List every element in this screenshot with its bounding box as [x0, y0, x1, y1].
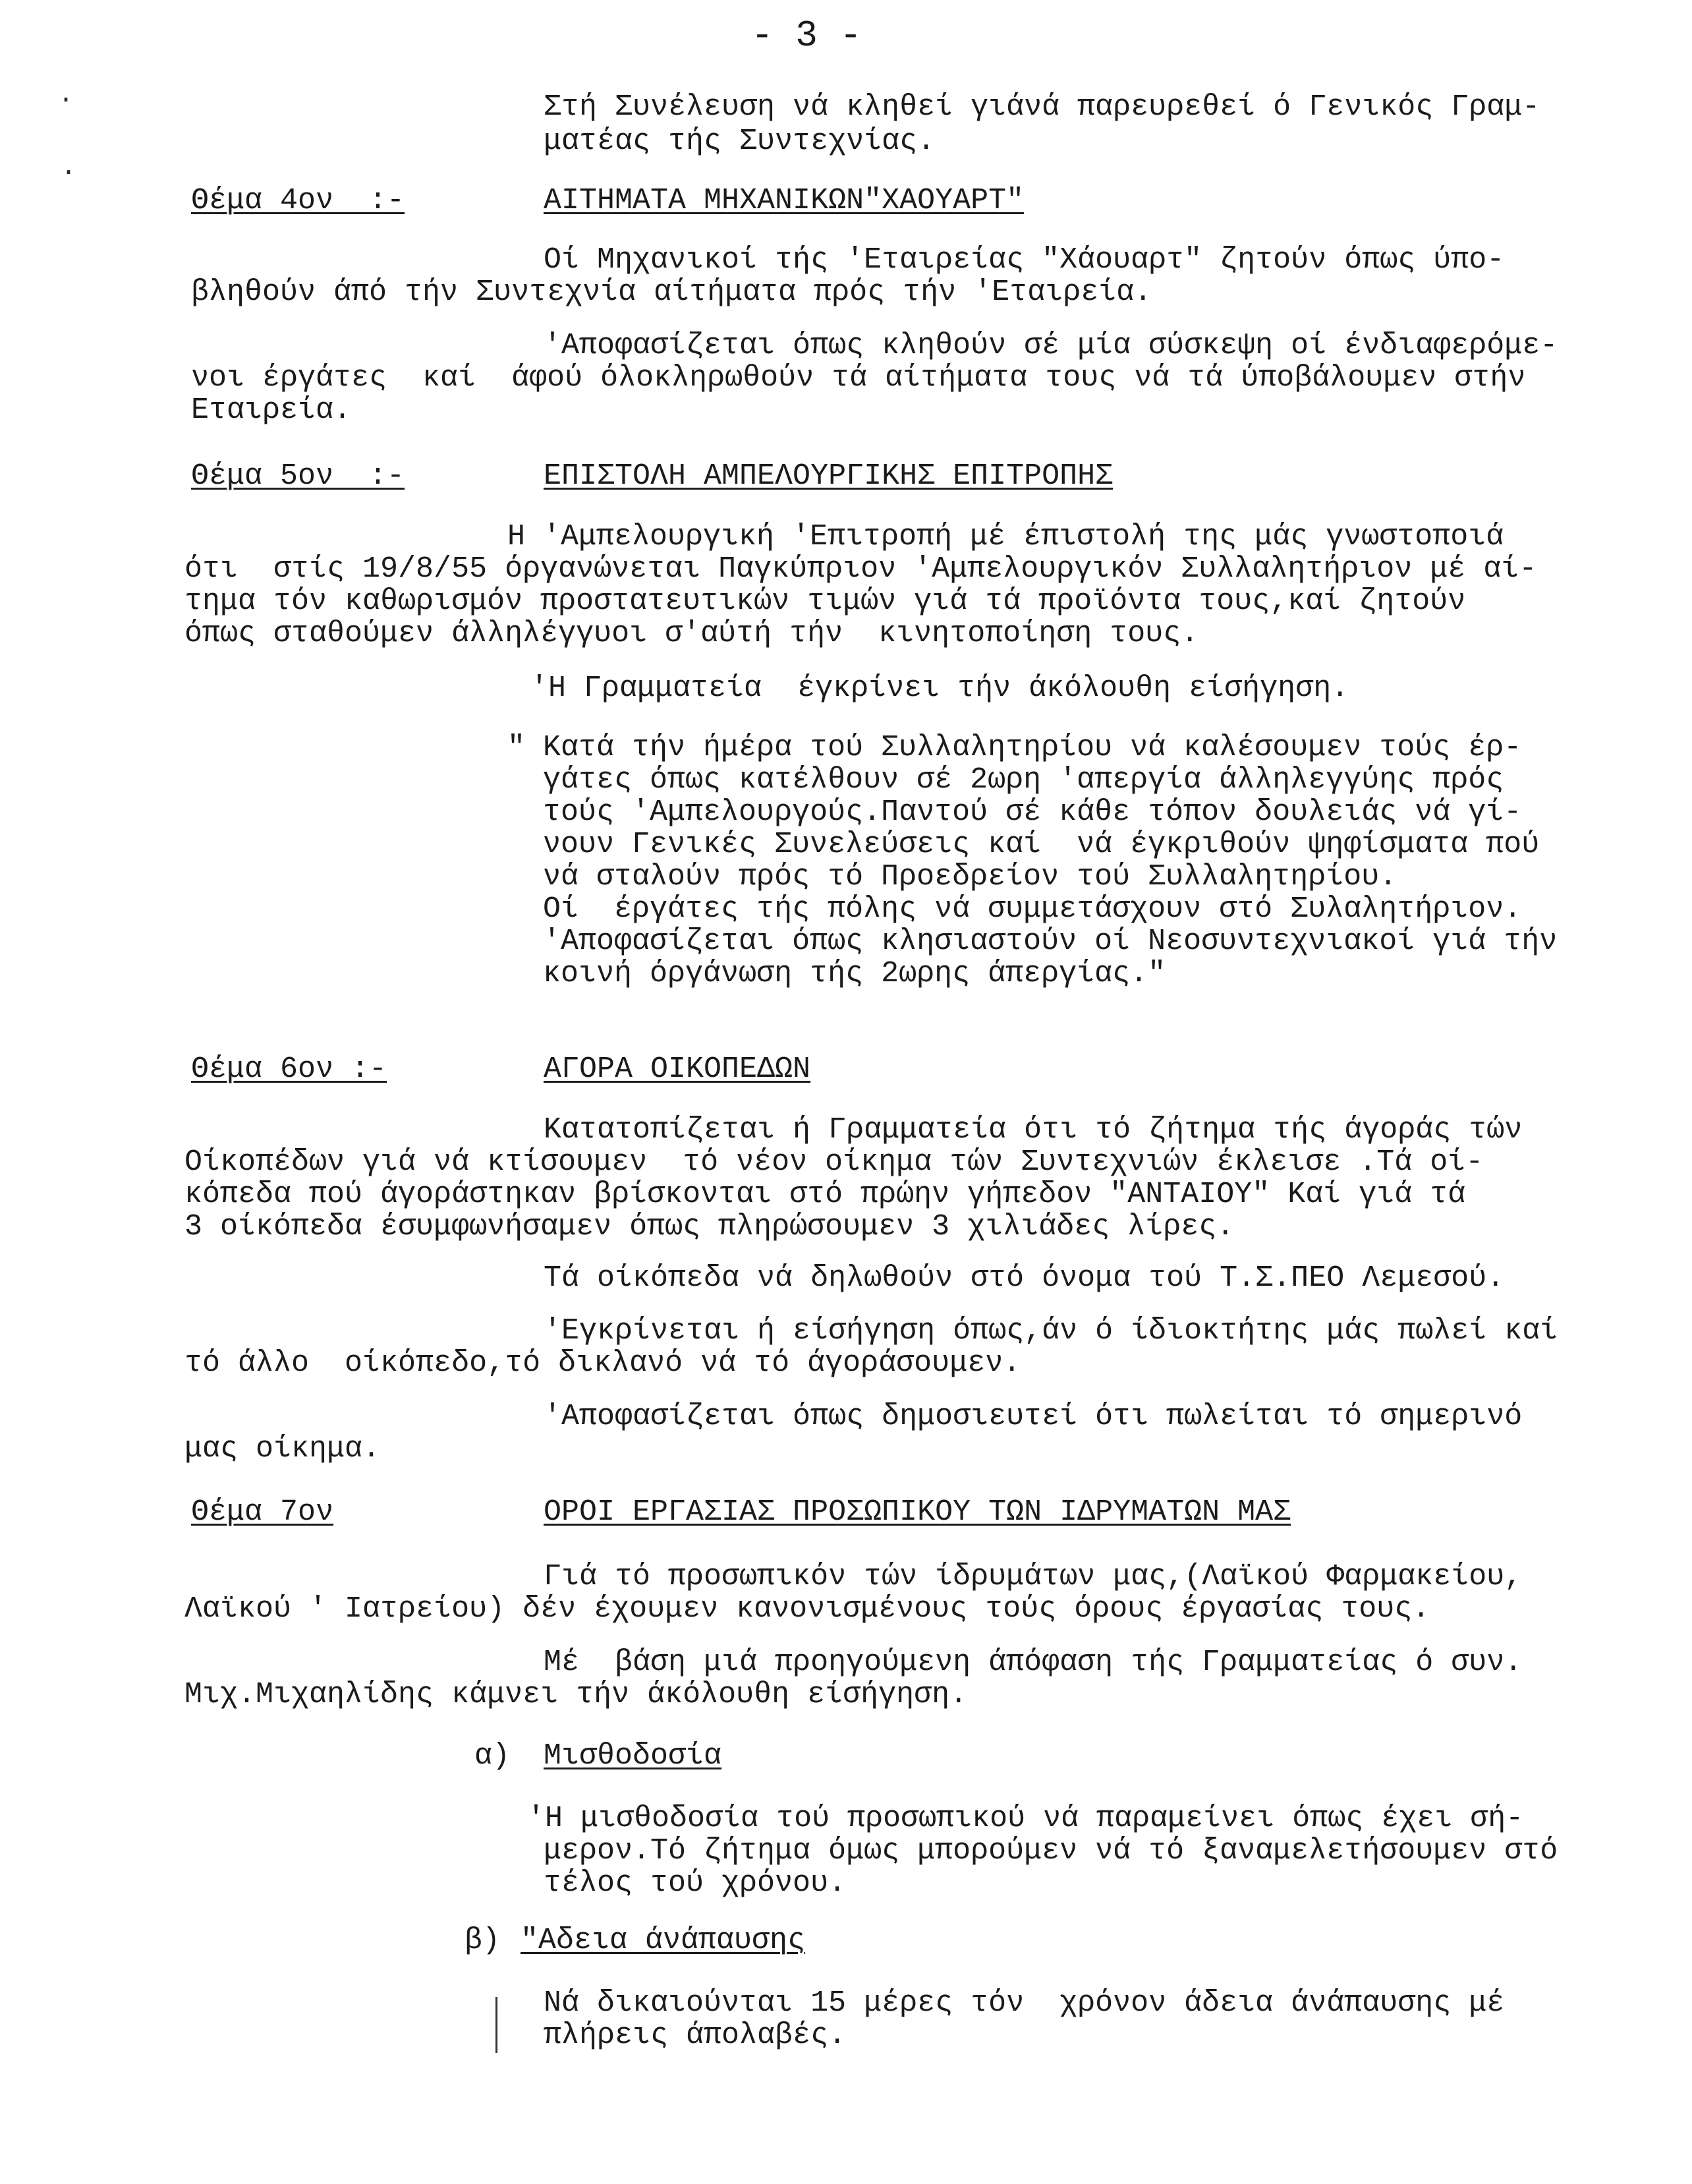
subitem-title: "Αδεια άνάπαυσης: [521, 1924, 806, 1957]
paragraph-line: Εταιρεία.: [191, 393, 352, 427]
subitem-marker: β): [465, 1924, 501, 1957]
subitem-line: πλήρεις άπολαβές.: [544, 2019, 847, 2052]
paragraph-line: 'Αποφασίζεται όπως δημοσιευτεί ότι πωλείται τό σημερινό: [544, 1400, 1523, 1433]
paragraph-line: βληθούν άπό τήν Συντεχνία αίτήματα πρός τήν 'Εταιρεία.: [191, 275, 1152, 309]
margin-bracket: [495, 1997, 497, 2053]
paragraph-line: όπως σταθούμεν άλληλέγγυοι σ'αύτή τήν κινητοποίηση τους.: [184, 617, 1199, 650]
margin-mark: ·: [61, 158, 77, 188]
subitem-line: 'Η μισθοδοσία τού προσωπικού νά παραμείνει όπως έχει σή-: [527, 1802, 1524, 1835]
paragraph-line: κόπεδα πού άγοράστηκαν βρίσκονται στό πρώην γήπεδον "ΑΝΤΑΙΟΥ" Καί γιά τά: [184, 1178, 1466, 1211]
paragraph-line: Οί Μηχανικοί τής 'Εταιρείας "Χάουαρτ" ζητούν όπως ύπο-: [544, 243, 1505, 277]
quote-line: νουν Γενικές Συνελεύσεις καί νά έγκριθούν ψηφίσματα πού: [507, 828, 1540, 861]
quote-line: " Κατά τήν ήμέρα τού Συλλαλητηρίου νά καλέσουμεν τούς έρ-: [507, 731, 1522, 764]
paragraph-line: 3 οίκόπεδα έσυμφωνήσαμεν όπως πληρώσουμεν 3 χιλιάδες λίρες.: [184, 1210, 1235, 1244]
item-title: ΕΠΙΣΤΟΛΗ ΑΜΠΕΛΟΥΡΓΙΚΗΣ ΕΠΙΤΡΟΠΗΣ: [544, 459, 1114, 493]
paragraph-line: Κατατοπίζεται ή Γραμματεία ότι τό ζήτημα τής άγοράς τών: [544, 1113, 1523, 1147]
item-title: ΑΙΤΗΜΑΤΑ ΜΗΧΑΝΙΚΩΝ"ΧΑΟΥΑΡΤ": [544, 184, 1025, 217]
item-title: ΟΡΟΙ ΕΡΓΑΣΙΑΣ ΠΡΟΣΩΠΙΚΟΥ ΤΩΝ ΙΔΡΥΜΑΤΩΝ ΜΑΣ: [544, 1495, 1291, 1529]
paragraph-line: ότι στίς 19/8/55 όργανώνεται Παγκύπριον 'Αμπελουργικόν Συλλαλητήριον μέ αί-: [184, 552, 1537, 586]
paragraph-line: 'Εγκρίνεται ή είσήγηση όπως,άν ό ίδιοκτήτης μάς πωλεί καί: [544, 1314, 1558, 1348]
quote-line: γάτες όπως κατέλθουν σέ 2ωρη 'απεργία άλληλεγγύης πρός: [507, 763, 1504, 797]
subitem-marker: α): [474, 1739, 511, 1773]
paragraph-line: Λαϊκού ' Ιατρείου) δέν έχουμεν κανονισμένους τούς όρους έργασίας τους.: [184, 1592, 1430, 1626]
paragraph-line: τό άλλο οίκόπεδο,τό δικλανό νά τό άγοράσουμεν.: [184, 1346, 1021, 1380]
paragraph-line: Γιά τό προσωπικόν τών ίδρυμάτων μας,(Λαϊκού Φαρμακείου,: [544, 1560, 1523, 1594]
intro-line: ματέας τής Συντεχνίας.: [544, 125, 936, 158]
paragraph-line: Η 'Αμπελουργική 'Επιτροπή μέ έπιστολή της μάς γνωστοποιά: [507, 520, 1504, 554]
paragraph-line: νοι έργάτες καί άφού όλοκληρωθούν τά αίτήματα τους νά τά ύποβάλουμεν στήν: [191, 361, 1526, 395]
item-label: Θέμα 4ον :-: [191, 184, 405, 217]
quote-line: κοινή όργάνωση τής 2ωρης άπεργίας.": [507, 957, 1166, 991]
subitem-line: Νά δικαιούνται 15 μέρες τόν χρόνον άδεια άνάπαυσης μέ: [544, 1986, 1505, 2020]
subitem-line: τέλος τού χρόνου.: [544, 1866, 847, 1900]
item-label: Θέμα 6ον :-: [191, 1052, 387, 1086]
paragraph-line: Τά οίκόπεδα νά δηλωθούν στό όνομα τού Τ.Σ.ΠΕΟ Λεμεσού.: [544, 1261, 1505, 1295]
item-label: Θέμα 7ον: [191, 1495, 334, 1529]
margin-mark: ·: [58, 86, 74, 115]
paragraph-line: τημα τόν καθωρισμόν προστατευτικών τιμών γιά τά προϊόντα τους,καί ζητούν: [184, 585, 1466, 618]
quote-line: Οί έργάτες τής πόλης νά συμμετάσχουν στό Συλαλητήριον.: [507, 892, 1522, 926]
page-number: - 3 -: [751, 14, 862, 57]
paragraph-line: μας οίκημα.: [184, 1432, 381, 1466]
quote-line: τούς 'Αμπελουργούς.Παντού σέ κάθε τόπον δουλειάς νά γί-: [507, 795, 1522, 829]
quote-line: 'Αποφασίζεται όπως κλησιαστούν οί Νεοσυντεχνιακοί γιά τήν: [507, 925, 1558, 958]
subitem-line: μερον.Τό ζήτημα όμως μπορούμεν νά τό ξαναμελετήσουμεν στό: [544, 1834, 1558, 1868]
paragraph-line: 'Η Γραμματεία έγκρίνει τήν άκόλουθη είσήγηση.: [530, 672, 1349, 705]
paragraph-line: Μιχ.Μιχαηλίδης κάμνει τήν άκόλουθη είσήγηση.: [184, 1678, 968, 1711]
paragraph-line: 'Αποφασίζεται όπως κληθούν σέ μία σύσκεψη οί ένδιαφερόμε-: [544, 329, 1558, 362]
quote-line: νά σταλούν πρός τό Προεδρείον τού Συλλαλητηρίου.: [507, 860, 1397, 894]
item-label: Θέμα 5ον :-: [191, 459, 405, 493]
paragraph-line: Μέ βάση μιά προηγούμενη άπόφαση τής Γραμματείας ό συν.: [544, 1646, 1523, 1679]
paragraph-line: Οίκοπέδων γιά νά κτίσουμεν τό νέον οίκημα τών Συντεχνιών έκλεισε .Τά οί-: [184, 1145, 1484, 1179]
subitem-title: Μισθοδοσία: [544, 1739, 722, 1773]
item-title: ΑΓΟΡΑ ΟΙΚΟΠΕΔΩΝ: [544, 1052, 811, 1086]
intro-line: Στή Συνέλευση νά κληθεί γιάνά παρευρεθεί ό Γενικός Γραμ-: [544, 90, 1540, 124]
